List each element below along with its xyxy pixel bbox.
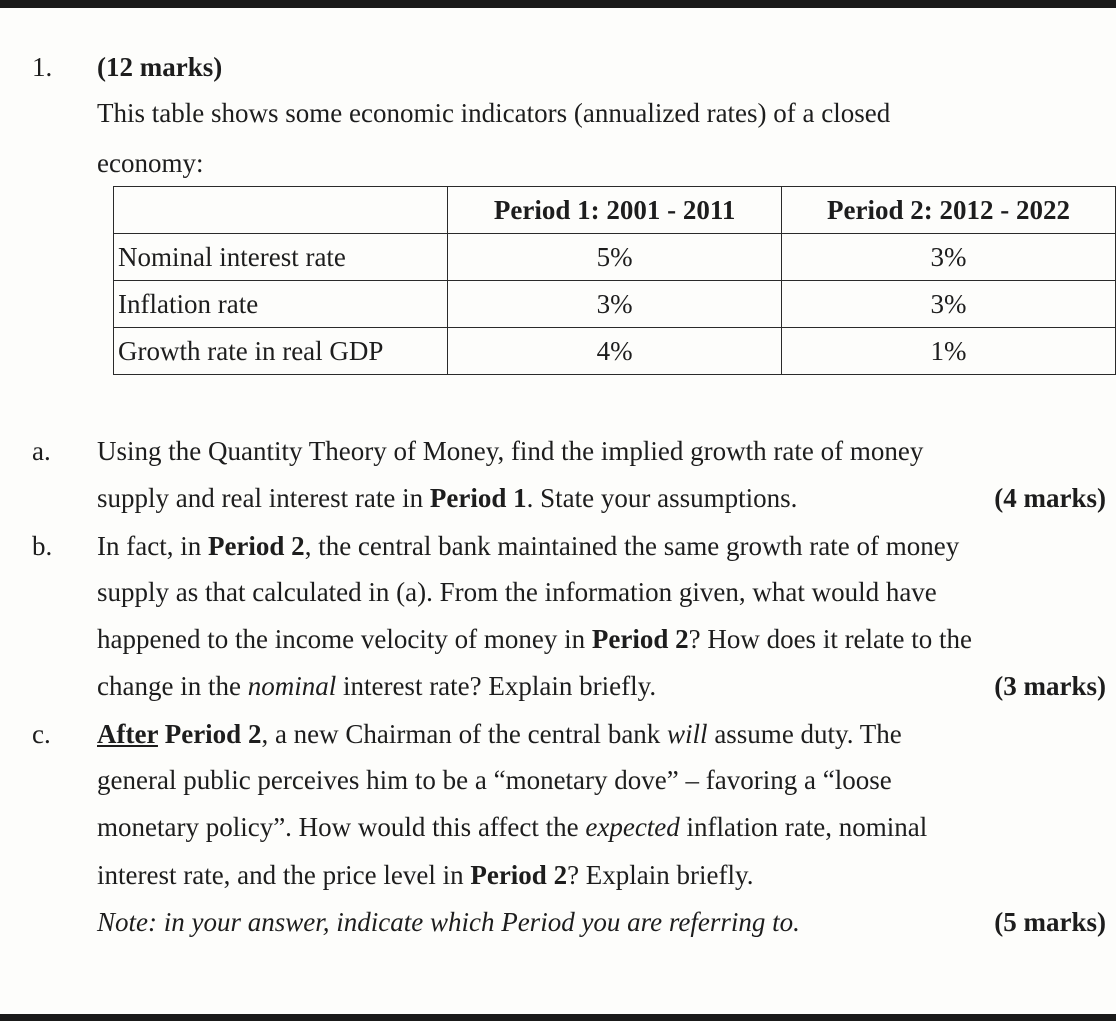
row-label-inflation: Inflation rate xyxy=(114,281,448,328)
question-intro-line-2: economy: xyxy=(97,148,204,178)
part-b-line-1: In fact, in Period 2, the central bank maintained the same growth rate of money xyxy=(97,531,960,561)
table-row xyxy=(114,281,1116,328)
table-header-empty xyxy=(114,187,448,234)
part-c-line-4: interest rate, and the price level in Period 2? Explain briefly. xyxy=(97,860,754,890)
part-b-line-2: supply as that calculated in (a). From the information given, what would have xyxy=(97,577,937,607)
part-b-line-4: change in the nominal interest rate? Explain briefly. xyxy=(97,671,657,701)
cell-period-1: 5% xyxy=(448,234,782,281)
part-c-marks: (5 marks) xyxy=(994,907,1106,937)
table-row xyxy=(114,328,1116,375)
table-header-period-1: Period 1: 2001 - 2011 xyxy=(448,187,782,234)
cell-period-2: 3% xyxy=(782,281,1116,328)
top-border-bar xyxy=(0,0,1116,8)
bottom-border-bar xyxy=(0,1014,1116,1021)
cell-period-2: 1% xyxy=(782,328,1116,375)
table-row xyxy=(114,234,1116,281)
part-a-marks: (4 marks) xyxy=(994,483,1106,513)
part-c-line-1: After Period 2, a new Chairman of the central bank will assume duty. The xyxy=(97,719,902,749)
question-intro-line-1: This table shows some economic indicators (annualized rates) of a closed xyxy=(97,98,891,128)
economic-indicators-table xyxy=(113,186,1116,375)
row-label-real-gdp-growth: Growth rate in real GDP xyxy=(114,328,448,375)
row-label-nominal-interest: Nominal interest rate xyxy=(114,234,448,281)
part-c-line-2: general public perceives him to be a “monetary dove” – favoring a “loose xyxy=(97,765,892,795)
part-c-label: c. xyxy=(32,719,51,749)
table-header-row xyxy=(114,187,1116,234)
part-a-line-1: Using the Quantity Theory of Money, find the implied growth rate of money xyxy=(97,436,924,466)
cell-period-2: 3% xyxy=(782,234,1116,281)
cell-period-1: 4% xyxy=(448,328,782,375)
part-c-line-3: monetary policy”. How would this affect the expected inflation rate, nominal xyxy=(97,812,928,842)
part-b-line-3: happened to the income velocity of money in Period 2? How does it relate to the xyxy=(97,624,973,654)
table-header-period-2: Period 2: 2012 - 2022 xyxy=(782,187,1116,234)
part-a-label: a. xyxy=(32,436,51,466)
part-c-note: Note: in your answer, indicate which Period you are referring to. xyxy=(97,907,800,937)
part-b-marks: (3 marks) xyxy=(994,671,1106,701)
part-a-line-2: supply and real interest rate in Period 1. State your assumptions. xyxy=(97,483,798,513)
part-b-label: b. xyxy=(32,531,53,561)
cell-period-1: 3% xyxy=(448,281,782,328)
question-total-marks: (12 marks) xyxy=(97,52,223,82)
question-number: 1. xyxy=(32,52,53,82)
